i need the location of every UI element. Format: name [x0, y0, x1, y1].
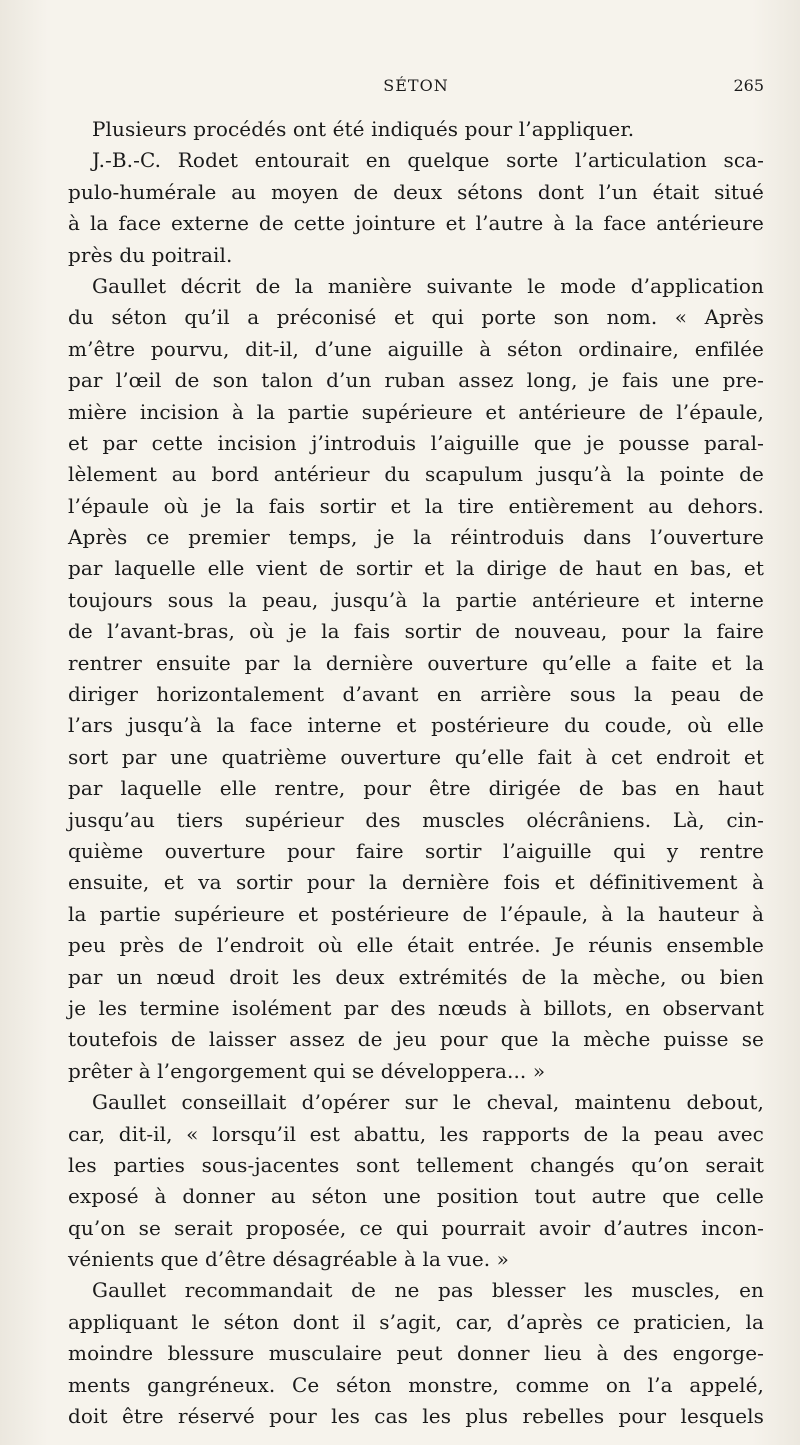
text-line: exposé à donner au séton une position tout autre que celle	[68, 1184, 764, 1209]
text-line: l’épaule où je la fais sortir et la tire entièrement au dehors.	[68, 493, 764, 518]
running-head	[68, 76, 764, 98]
text-line: prêter à l’engorgement qui se développera... »	[68, 1058, 546, 1083]
text-line: mière incision à la partie supérieure et antérieure de l’épaule,	[68, 399, 764, 424]
text-line: par laquelle elle rentre, pour être dirigée de bas en haut	[68, 776, 764, 801]
text-line: J.-B.-C. Rodet entourait en quelque sorte l’articulation sca-	[92, 148, 764, 173]
running-head-title: SÉTON	[383, 76, 449, 95]
text-line: ensuite, et va sortir pour la dernière fois et définitivement à	[68, 870, 764, 895]
text-line: Plusieurs procédés ont été indiqués pour l’appliquer.	[92, 117, 635, 141]
text-line: l’ars jusqu’à la face interne et postérieure du coude, où elle	[68, 713, 764, 738]
text-line: et par cette incision j’introduis l’aiguille que je pousse paral-	[68, 430, 764, 455]
text-line: Après ce premier temps, je la réintroduis dans l’ouverture	[68, 525, 764, 550]
text-line: vénients que d’être désagréable à la vue. »	[68, 1247, 510, 1272]
text-line: Gaullet décrit de la manière suivante le mode d’application	[92, 273, 764, 298]
text-line: toutefois de laisser assez de jeu pour que la mèche puisse se	[68, 1027, 764, 1052]
text-line: rentrer ensuite par la dernière ouverture qu’elle a faite et la	[68, 650, 764, 675]
text-line: m’être pourvu, dit-il, d’une aiguille à séton ordinaire, enfilée	[68, 336, 764, 361]
text-line: qu’on se serait proposée, ce qui pourrait avoir d’autres incon-	[68, 1215, 764, 1240]
text-line: diriger horizontalement d’avant en arrière sous la peau de	[68, 682, 764, 707]
text-line: de l’avant-bras, où je la fais sortir de nouveau, pour la faire	[68, 619, 764, 644]
text-line: du séton qu’il a préconisé et qui porte son nom. « Après	[68, 305, 764, 330]
text-line: peu près de l’endroit où elle était entrée. Je réunis ensemble	[68, 933, 764, 958]
text-line: par un nœud droit les deux extrémités de la mèche, ou bien	[68, 964, 764, 989]
text-line: car, dit-il, « lorsqu’il est abattu, les rapports de la peau avec	[68, 1121, 764, 1146]
text-line: la partie supérieure et postérieure de l’épaule, à la hauteur à	[68, 901, 764, 926]
text-line: quième ouverture pour faire sortir l’aiguille qui y rentre	[68, 838, 764, 863]
text-line: ments gangréneux. Ce séton monstre, comme on l’a appelé,	[68, 1372, 764, 1397]
text-line: par laquelle elle vient de sortir et la dirige de haut en bas, et	[68, 556, 764, 581]
text-line: appliquant le séton dont il s’agit, car, d’après ce praticien, la	[68, 1309, 764, 1334]
text-line: doit être réservé pour les cas les plus rebelles pour lesquels	[68, 1404, 764, 1429]
text-line: toujours sous la peau, jusqu’à la partie antérieure et interne	[68, 587, 764, 612]
text-line: Gaullet recommandait de ne pas blesser les muscles, en	[92, 1278, 764, 1303]
text-line: Gaullet conseillait d’opérer sur le cheval, maintenu debout,	[92, 1090, 764, 1115]
text-line: moindre blessure musculaire peut donner lieu à des engorge-	[68, 1341, 764, 1366]
text-line: je les termine isolément par des nœuds à billots, en observant	[68, 995, 764, 1020]
text-line: par l’œil de son talon d’un ruban assez long, je fais une pre-	[68, 368, 764, 393]
text-line: les parties sous-jacentes sont tellement changés qu’on serait	[68, 1152, 764, 1177]
body-text	[68, 114, 764, 1432]
text-line: jusqu’au tiers supérieur des muscles olécrâniens. Là, cin-	[68, 807, 764, 832]
text-line: sort par une quatrième ouverture qu’elle fait à cet endroit et	[68, 744, 764, 769]
text-line: lèlement au bord antérieur du scapulum jusqu’à la pointe de	[68, 462, 764, 487]
text-line: à la face externe de cette jointure et l’autre à la face antérieure	[68, 211, 764, 236]
text-line: près du poitrail.	[68, 242, 233, 267]
text-line: pulo-humérale au moyen de deux sétons dont l’un était situé	[68, 179, 764, 204]
page-number: 265	[733, 76, 764, 95]
